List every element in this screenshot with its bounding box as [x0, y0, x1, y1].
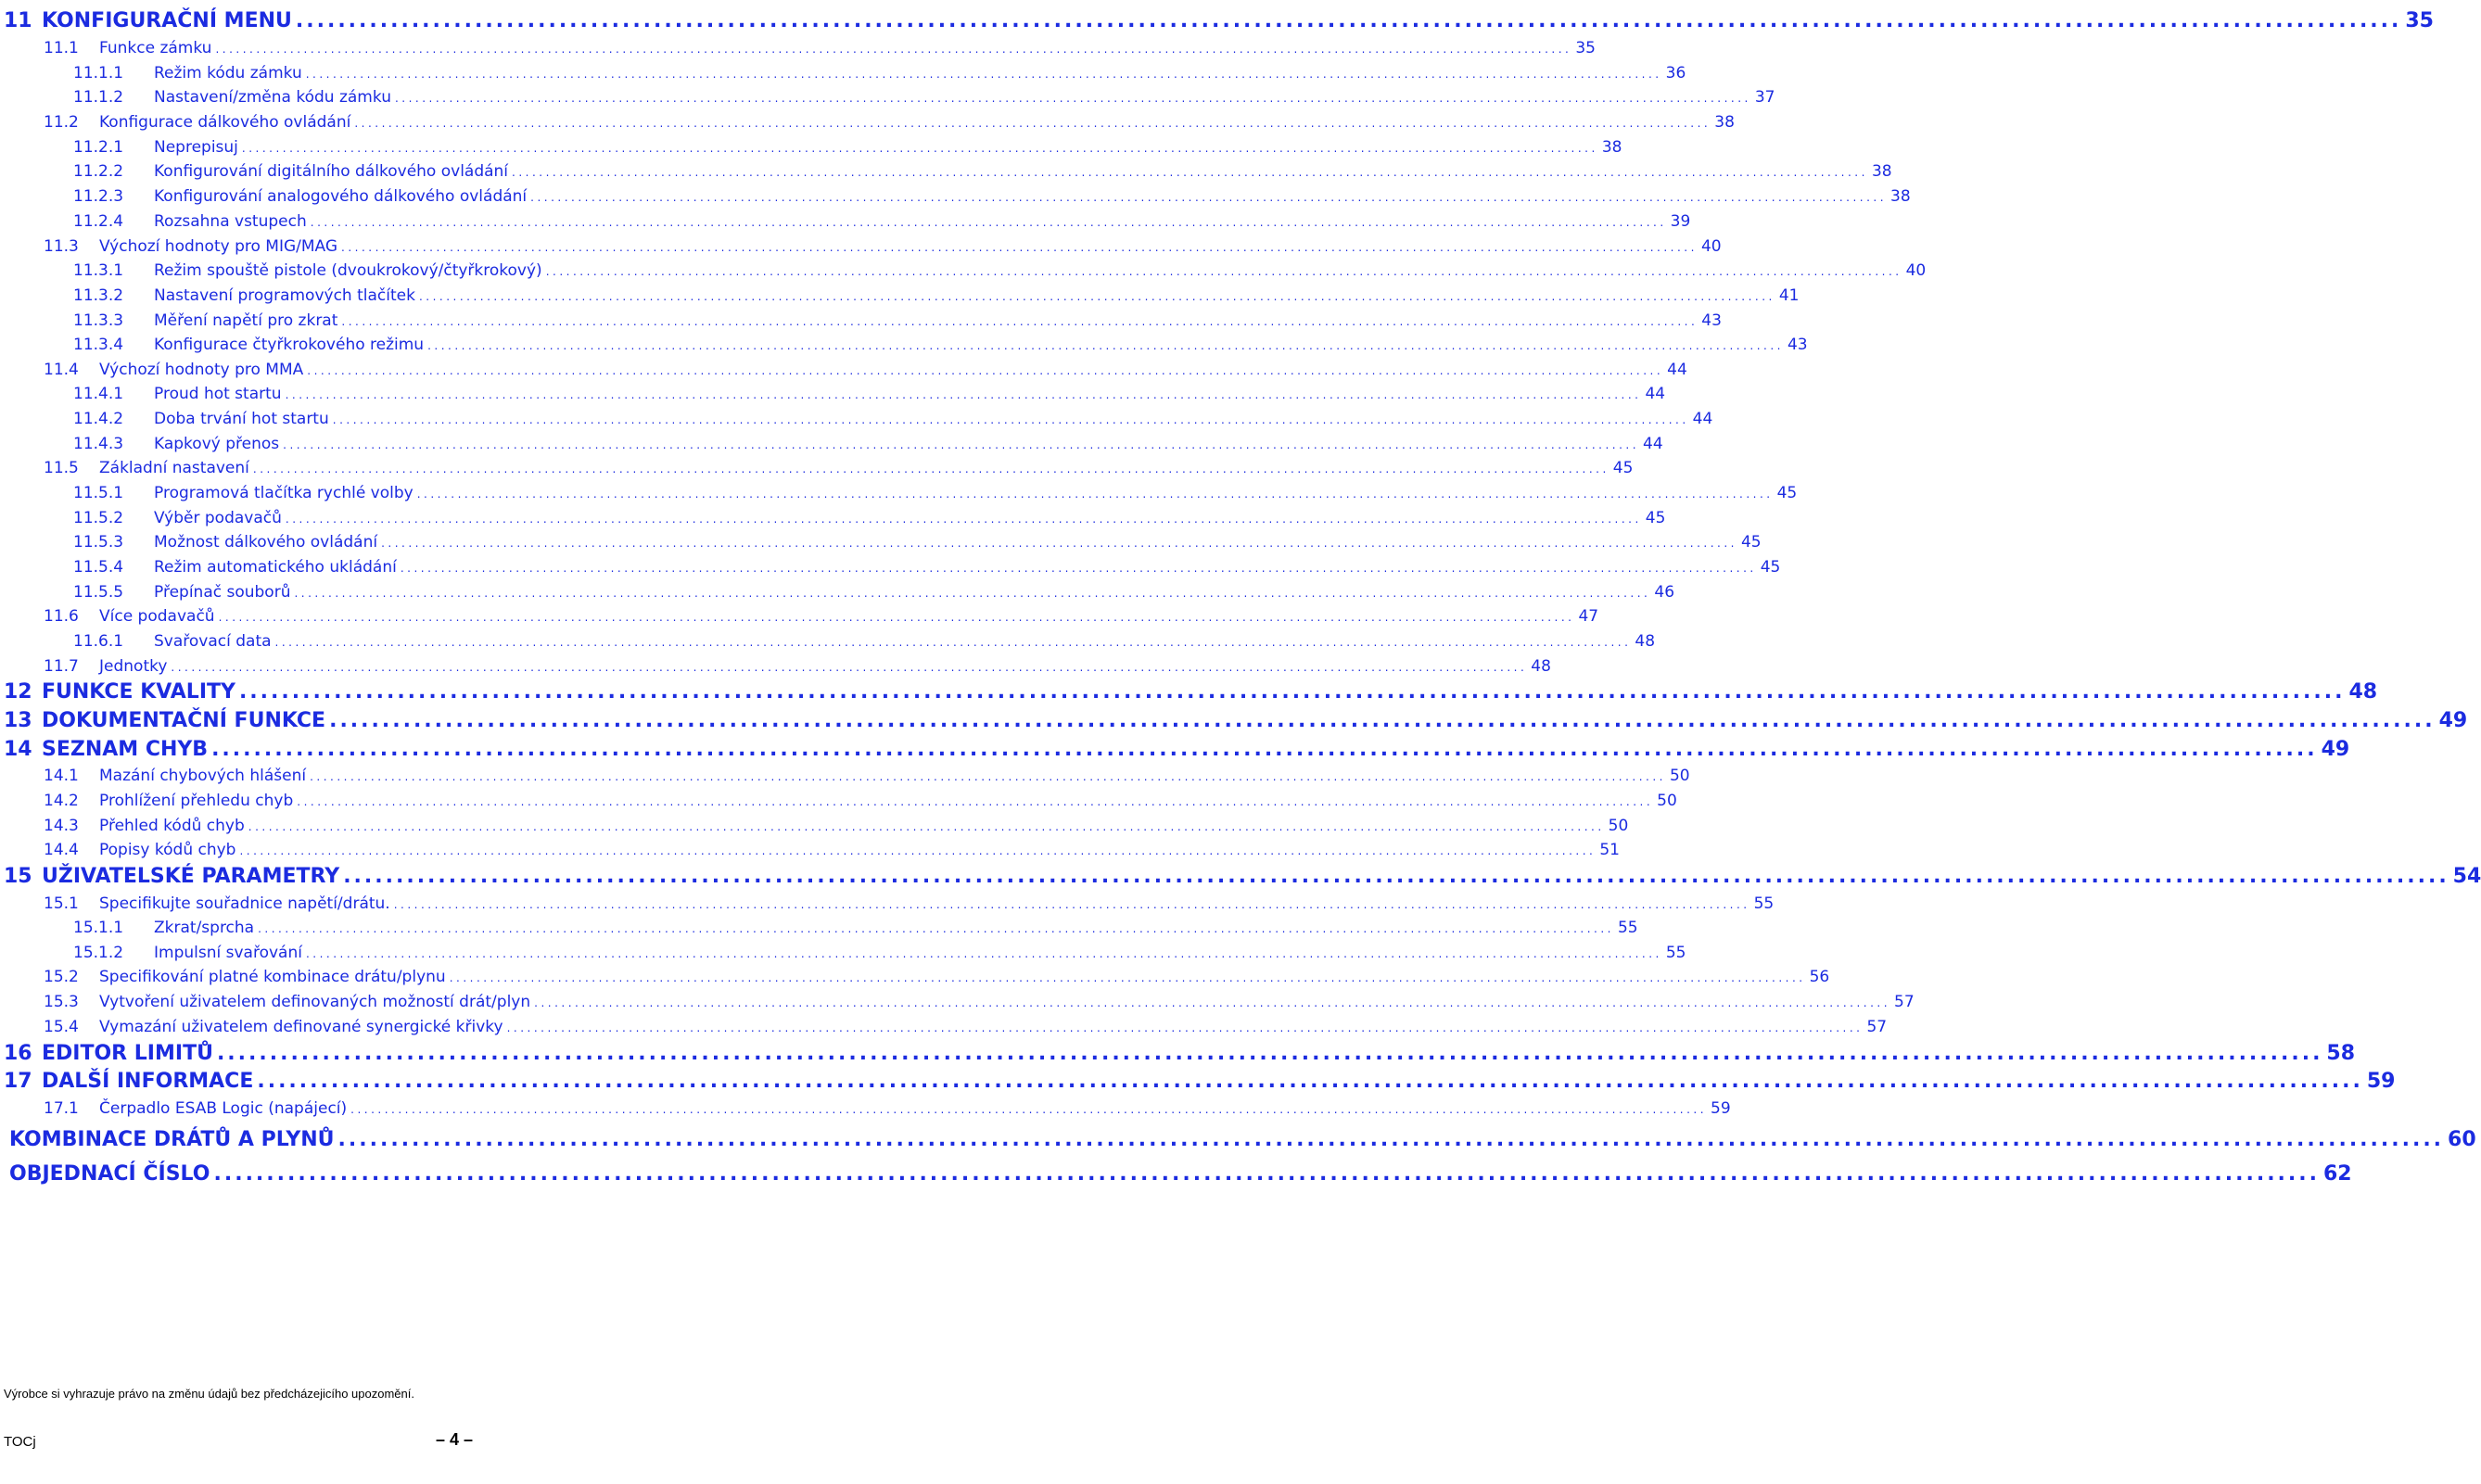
toc-entry-number: 14.2 — [44, 792, 79, 810]
dot-leader: ........................................................................................................................................................................................................ — [350, 1103, 1708, 1116]
toc-entry[interactable] — [73, 309, 1722, 333]
toc-entry-title: SEZNAM CHYB — [42, 738, 209, 761]
toc-entry-page: 38 — [1601, 138, 1622, 157]
toc-entry[interactable] — [44, 814, 1629, 838]
toc-entry-page: 40 — [1905, 261, 1927, 280]
toc-entry-title: Impulsní svařování — [154, 944, 302, 962]
toc-entry-number: 11.5.2 — [73, 509, 124, 527]
toc-entry-page: 54 — [2452, 865, 2481, 888]
toc-entry[interactable] — [73, 85, 1775, 109]
toc-entry[interactable] — [73, 481, 1798, 505]
toc-entry-title: Konfigurace dálkového ovládání — [99, 113, 351, 132]
toc-entry[interactable] — [44, 892, 1775, 916]
toc-entry-page: 45 — [1740, 533, 1762, 552]
toc-entry-number: 11.2.1 — [73, 138, 124, 157]
dot-leader: ........................................................................................................................................................................................................ — [238, 680, 2346, 704]
dot-leader: ........................................................................................................................................................................................................ — [310, 770, 1666, 783]
toc-entry-title: Vytvoření uživatelem definovaných možností drát/plyn — [99, 993, 531, 1011]
toc-entry-title: Programová tlačítka rychlé volby — [154, 484, 414, 502]
toc-entry-number: 16 — [4, 1042, 32, 1065]
toc-entry-page: 47 — [1578, 607, 1599, 626]
toc-entry-title: Popisy kódů chyb — [99, 841, 236, 859]
toc-entry-page: 40 — [1700, 237, 1722, 256]
toc-entry-title: Specifikování platné kombinace drátu/plynu — [99, 968, 446, 986]
toc-entry[interactable] — [44, 110, 1735, 134]
toc-entry-title: Jednotky — [99, 657, 168, 676]
dot-leader: ........................................................................................................................................................................................................ — [332, 413, 1689, 426]
toc-entry-title: Rozsahna vstupech — [154, 212, 307, 231]
toc-entry-page: 48 — [1531, 657, 1551, 676]
dot-leader: ........................................................................................................................................................................................................ — [213, 1162, 2320, 1186]
toc-entry-page: 44 — [1645, 385, 1666, 403]
toc-entry-number: 14.4 — [44, 841, 79, 859]
toc-entry-title: Měření napětí pro zkrat — [154, 311, 338, 330]
toc-entry-number: 11.1.2 — [73, 88, 124, 107]
toc-entry[interactable] — [4, 7, 2434, 35]
toc-entry-title: Režim spouště pistole (dvoukrokový/čtyřkrokový) — [154, 261, 542, 280]
toc-entry-number: 11.2.2 — [73, 162, 124, 181]
toc-entry-title: Mazání chybových hlášení — [99, 767, 307, 785]
toc-entry-number: 11.5 — [44, 459, 79, 477]
toc-entry-title: KONFIGURAČNÍ MENU — [42, 9, 292, 32]
toc-entry[interactable] — [73, 159, 1892, 184]
dot-leader: ........................................................................................................................................................................................................ — [381, 537, 1737, 550]
toc-entry[interactable] — [44, 1097, 1731, 1121]
toc-entry[interactable] — [44, 1015, 1888, 1039]
toc-entry[interactable] — [44, 235, 1722, 259]
toc-entry-page: 57 — [1866, 1018, 1888, 1036]
dot-leader: ........................................................................................................................................................................................................ — [506, 1021, 1864, 1034]
toc-entry-title: Kapkový přenos — [154, 435, 280, 453]
toc-entry-page: 44 — [1692, 410, 1713, 428]
dot-leader: ........................................................................................................................................................................................................ — [337, 1128, 2445, 1151]
toc-entry-number: 11.4.1 — [73, 385, 124, 403]
toc-entry-number: 11.7 — [44, 657, 79, 676]
toc-entry[interactable] — [73, 530, 1762, 554]
toc-entry[interactable] — [73, 259, 1927, 283]
toc-entry-page: 37 — [1754, 88, 1775, 107]
toc-entry[interactable] — [9, 1161, 2352, 1188]
toc-entry-number: 11.5.1 — [73, 484, 124, 502]
toc-entry-page: 59 — [2366, 1070, 2396, 1093]
toc-entry-page: 45 — [1760, 558, 1781, 577]
toc-entry-title: Více podavačů — [99, 607, 215, 626]
toc-entry-title: Přehled kódů chyb — [99, 817, 245, 835]
dot-leader: ........................................................................................................................................................................................................ — [449, 971, 1806, 984]
toc-entry-title: Neprepisuj — [154, 138, 238, 157]
toc-entry[interactable] — [73, 941, 1686, 965]
toc-entry-number: 13 — [4, 709, 32, 732]
toc-entry[interactable] — [44, 764, 1690, 788]
toc-entry[interactable] — [73, 407, 1713, 431]
toc-entry[interactable] — [44, 965, 1830, 989]
dot-leader: ........................................................................................................................................................................................................ — [400, 562, 1757, 575]
toc-entry-page: 36 — [1665, 64, 1686, 82]
toc-entry[interactable] — [73, 209, 1691, 234]
toc-entry-number: 11.2.4 — [73, 212, 124, 231]
toc-entry[interactable] — [73, 916, 1638, 940]
toc-entry-page: 45 — [1776, 484, 1798, 502]
toc-entry-page: 44 — [1643, 435, 1663, 453]
dot-leader: ........................................................................................................................................................................................................ — [211, 738, 2318, 761]
toc-entry-number: 17.1 — [44, 1099, 79, 1118]
toc-entry-page: 39 — [1670, 212, 1691, 231]
dot-leader: ........................................................................................................................................................................................................ — [534, 996, 1891, 1009]
toc-entry[interactable] — [44, 789, 1677, 813]
toc-entry-title: FUNKCE KVALITY — [42, 680, 235, 704]
toc-entry-title: Výběr podavačů — [154, 509, 282, 527]
dot-leader: ........................................................................................................................................................................................................ — [274, 636, 1632, 649]
dot-leader: ........................................................................................................................................................................................................ — [216, 1042, 2323, 1065]
dot-leader: ........................................................................................................................................................................................................ — [343, 865, 2449, 888]
toc-entry-title: Možnost dálkového ovládání — [154, 533, 378, 552]
dot-leader: ........................................................................................................................................................................................................ — [239, 844, 1597, 857]
toc-entry-title: Vymazání uživatelem definované synergické křivky — [99, 1018, 503, 1036]
toc-entry-number: 11 — [4, 9, 32, 32]
toc-entry-number: 14.1 — [44, 767, 79, 785]
toc-entry-number: 11.5.3 — [73, 533, 124, 552]
toc-entry-number: 11.2.3 — [73, 187, 124, 206]
toc-entry-page: 38 — [1871, 162, 1892, 181]
toc-entry-title: DALŠÍ INFORMACE — [42, 1070, 254, 1093]
toc-entry-page: 55 — [1665, 944, 1686, 962]
dot-leader: ........................................................................................................................................................................................................ — [285, 513, 1642, 526]
toc-entry-page: 35 — [1575, 39, 1596, 57]
toc-entry-title: Přepínač souborů — [154, 583, 291, 602]
dot-leader: ........................................................................................................................................................................................................ — [393, 898, 1750, 911]
toc-entry-page: 43 — [1787, 336, 1808, 354]
toc-entry-title: Výchozí hodnoty pro MMA — [99, 361, 304, 379]
toc-entry-number: 17 — [4, 1070, 32, 1093]
dot-leader: ........................................................................................................................................................................................................ — [305, 947, 1662, 960]
toc-entry-number: 11.5.4 — [73, 558, 124, 577]
dot-leader: ........................................................................................................................................................................................................ — [241, 142, 1598, 155]
dot-leader: ........................................................................................................................................................................................................ — [545, 265, 1902, 278]
toc-entry[interactable] — [73, 506, 1666, 530]
toc-entry-page: 49 — [2321, 738, 2350, 761]
dot-leader: ........................................................................................................................................................................................................ — [310, 216, 1667, 229]
toc-entry-number: 15.4 — [44, 1018, 79, 1036]
toc-entry-page: 50 — [1669, 767, 1690, 785]
toc-entry-title: Specifikujte souřadnice napětí/drátu. — [99, 894, 390, 913]
toc-entry-page: 48 — [2348, 680, 2378, 704]
dot-leader: ........................................................................................................................................................................................................ — [283, 438, 1640, 451]
toc-entry-number: 15.3 — [44, 993, 79, 1011]
toc-entry[interactable] — [73, 555, 1781, 579]
toc-entry-page: 48 — [1635, 632, 1656, 651]
toc-entry-number: 15.2 — [44, 968, 79, 986]
dot-leader: ........................................................................................................................................................................................................ — [305, 68, 1662, 81]
toc-entry-number: 11.3.4 — [73, 336, 124, 354]
toc-entry-title: OBJEDNACÍ ČÍSLO — [9, 1162, 210, 1186]
toc-entry-page: 60 — [2448, 1128, 2476, 1151]
toc-entry-number: 15 — [4, 865, 32, 888]
toc-entry-number: 11.6 — [44, 607, 79, 626]
toc-entry-page: 35 — [2405, 9, 2434, 32]
dot-leader: ........................................................................................................................................................................................................ — [418, 290, 1775, 303]
toc-entry-page: 62 — [2322, 1162, 2352, 1186]
dot-leader: ........................................................................................................................................................................................................ — [257, 1070, 2363, 1093]
toc-entry[interactable] — [44, 358, 1687, 382]
toc-entry[interactable] — [44, 36, 1596, 60]
toc-entry-title: Doba trvání hot startu — [154, 410, 329, 428]
toc-entry-title: Konfigurace čtyřkrokového režimu — [154, 336, 425, 354]
toc-entry-number: 11.3.3 — [73, 311, 124, 330]
toc-entry[interactable] — [73, 629, 1656, 653]
toc-entry-title: Prohlížení přehledu chyb — [99, 792, 294, 810]
toc-entry-title: Nastavení programových tlačítek — [154, 286, 415, 305]
dot-leader: ........................................................................................................................................................................................................ — [341, 315, 1699, 328]
toc-entry-page: 49 — [2438, 709, 2468, 732]
toc-entry-title: Režim kódu zámku — [154, 64, 302, 82]
toc-entry[interactable] — [44, 456, 1634, 480]
toc-entry-number: 11.4 — [44, 361, 79, 379]
toc-entry[interactable] — [73, 284, 1800, 308]
toc-entry-page: 56 — [1809, 968, 1830, 986]
toc-entry-number: 11.3.1 — [73, 261, 124, 280]
dot-leader: ........................................................................................................................................................................................................ — [354, 117, 1711, 130]
toc-entry-number: 11.4.3 — [73, 435, 124, 453]
toc-entry-number: 15.1 — [44, 894, 79, 913]
document-code: TOCj — [4, 1434, 36, 1450]
toc-entry-number: 11.3 — [44, 237, 79, 256]
toc-entry-page: 58 — [2326, 1042, 2356, 1065]
dot-leader: ........................................................................................................................................................................................................ — [295, 9, 2402, 32]
toc-entry-title: EDITOR LIMITŮ — [42, 1042, 213, 1065]
toc-entry[interactable] — [73, 382, 1666, 406]
toc-entry-title: Výchozí hodnoty pro MIG/MAG — [99, 237, 338, 256]
disclaimer-note: Výrobce si vyhrazuje právo na změnu údajů bez předcházejicího upozomění. — [4, 1387, 414, 1401]
toc-entry-title: Režim automatického ukládání — [154, 558, 397, 577]
toc-entry-title: Zkrat/sprcha — [154, 919, 255, 937]
dot-leader: ........................................................................................................................................................................................................ — [218, 611, 1575, 624]
dot-leader: ........................................................................................................................................................................................................ — [248, 820, 1605, 833]
toc-entry-number: 11.1.1 — [73, 64, 124, 82]
toc-entry-page: 38 — [1890, 187, 1911, 206]
dot-leader: ........................................................................................................................................................................................................ — [307, 364, 1664, 377]
toc-entry-number: 11.4.2 — [73, 410, 124, 428]
dot-leader: ........................................................................................................................................................................................................ — [329, 709, 2436, 732]
toc-entry[interactable] — [73, 333, 1808, 357]
toc-entry-page: 50 — [1608, 817, 1629, 835]
dot-leader: ........................................................................................................................................................................................................ — [341, 241, 1698, 254]
toc-entry-title: UŽIVATELSKÉ PARAMETRY — [42, 865, 340, 888]
toc-entry-number: 11.1 — [44, 39, 79, 57]
toc-entry-number: 12 — [4, 680, 32, 704]
toc-entry-title: Funkce zámku — [99, 39, 212, 57]
toc-entry-number: 11.5.5 — [73, 583, 124, 602]
toc-entry-page: 51 — [1599, 841, 1620, 859]
toc-entry-title: Nastavení/změna kódu zámku — [154, 88, 391, 107]
toc-entry-number: 11.2 — [44, 113, 79, 132]
toc-entry-page: 55 — [1753, 894, 1775, 913]
toc-entry[interactable] — [73, 184, 1911, 209]
toc-entry-number: 11.3.2 — [73, 286, 124, 305]
dot-leader: ........................................................................................................................................................................................................ — [530, 191, 1888, 204]
toc-entry[interactable] — [4, 679, 2378, 706]
toc-entry-title: Svařovací data — [154, 632, 272, 651]
toc-entry[interactable] — [73, 580, 1675, 604]
toc-entry[interactable] — [73, 432, 1663, 456]
toc-entry-number: 14.3 — [44, 817, 79, 835]
toc-entry[interactable] — [44, 654, 1551, 679]
toc-entry[interactable] — [4, 1040, 2356, 1068]
dot-leader: ........................................................................................................................................................................................................ — [258, 922, 1614, 935]
dot-leader: ........................................................................................................................................................................................................ — [416, 488, 1774, 501]
toc-entry-page: 45 — [1612, 459, 1634, 477]
toc-entry-page: 44 — [1667, 361, 1687, 379]
dot-leader: ........................................................................................................................................................................................................ — [252, 463, 1609, 476]
toc-entry-number: 14 — [4, 738, 32, 761]
toc-entry-title: Proud hot startu — [154, 385, 282, 403]
toc-entry[interactable] — [4, 736, 2350, 764]
dot-leader: ........................................................................................................................................................................................................ — [297, 795, 1654, 808]
toc-entry[interactable] — [4, 1068, 2396, 1096]
toc-entry-page: 55 — [1617, 919, 1638, 937]
toc-entry-page: 59 — [1711, 1099, 1731, 1118]
toc-entry-title: KOMBINACE DRÁTŮ A PLYNŮ — [9, 1128, 335, 1151]
toc-entry-number: 15.1.1 — [73, 919, 124, 937]
toc-entry[interactable] — [73, 61, 1686, 85]
toc-entry-page: 45 — [1645, 509, 1666, 527]
toc-entry-page: 41 — [1778, 286, 1800, 305]
dot-leader: ........................................................................................................................................................................................................ — [427, 339, 1784, 352]
toc-entry-page: 50 — [1657, 792, 1677, 810]
toc-entry-page: 57 — [1894, 993, 1915, 1011]
toc-entry-page: 43 — [1701, 311, 1722, 330]
dot-leader: ........................................................................................................................................................................................................ — [394, 92, 1751, 105]
toc-entry[interactable] — [73, 135, 1622, 159]
toc-entry-title: Konfigurování analogového dálkového ovládání — [154, 187, 528, 206]
toc-entry[interactable] — [44, 990, 1915, 1014]
toc-entry-number: 15.1.2 — [73, 944, 124, 962]
dot-leader: ........................................................................................................................................................................................................ — [215, 43, 1572, 56]
toc-entry[interactable] — [9, 1126, 2476, 1154]
toc-entry[interactable] — [4, 863, 2481, 891]
toc-entry-page: 46 — [1654, 583, 1675, 602]
toc-entry[interactable] — [4, 707, 2468, 735]
toc-entry-title: Základní nastavení — [99, 459, 249, 477]
toc-entry-number: 11.6.1 — [73, 632, 124, 651]
toc-entry-title: DOKUMENTAČNÍ FUNKCE — [42, 709, 326, 732]
toc-entry-page: 38 — [1714, 113, 1735, 132]
dot-leader: ........................................................................................................................................................................................................ — [512, 166, 1868, 179]
toc-entry-title: Čerpadlo ESAB Logic (napájecí) — [99, 1099, 348, 1118]
dot-leader: ........................................................................................................................................................................................................ — [171, 661, 1528, 674]
dot-leader: ........................................................................................................................................................................................................ — [294, 587, 1651, 600]
page-number: – 4 – — [436, 1430, 474, 1449]
toc-entry[interactable] — [44, 604, 1599, 628]
toc-entry-title: Konfigurování digitálního dálkového ovládání — [154, 162, 509, 181]
dot-leader: ........................................................................................................................................................................................................ — [285, 388, 1642, 401]
toc-entry[interactable] — [44, 838, 1620, 862]
